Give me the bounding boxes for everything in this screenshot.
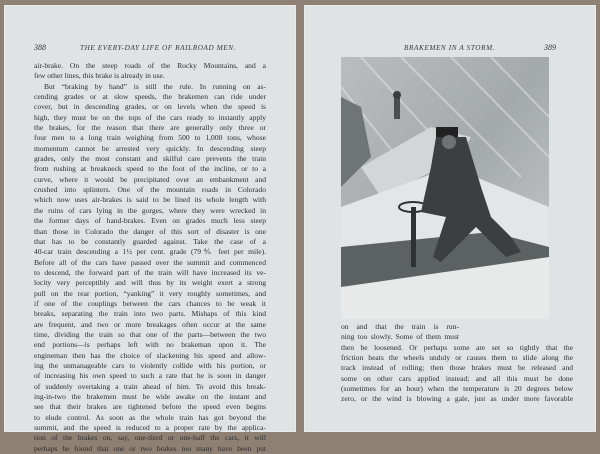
text-line: the ruins of cars lying in the gorges, where they were wrecked in	[34, 205, 266, 215]
text-line: ing the unmanageable cars to violently collide with his portion, or	[34, 360, 266, 370]
text-line: grades, only the most constant and skilful care prevents the train	[34, 154, 266, 164]
text-line: ning too slowly. Some of them must	[341, 332, 459, 342]
text-line: four men to a long train weighing from 500 to 1,000 tons, whose	[34, 133, 266, 143]
running-head: THE EVERY-DAY LIFE OF RAILROAD MEN.	[80, 44, 237, 52]
body-text	[341, 343, 573, 405]
text-line: (sometimes for an hour) when the temperature is 20 degrees below	[341, 384, 573, 394]
text-line: air-brake. On the steep roads of the Rocky Mountains, and a	[34, 61, 266, 70]
left-page	[4, 5, 296, 453]
text-line: high, they must be on the tops of the cars ready to instantly apply	[34, 112, 266, 122]
text-line: then be loosened. Or perhaps some are set so tightly that the	[341, 342, 573, 352]
text-line: few other lines, this brake is already in use.	[34, 71, 165, 81]
text-line: cover, but in descending grades, or on levels when the speed is	[34, 102, 266, 112]
text-line: to elude control. As soon as the whole train has got beyond the	[34, 412, 266, 422]
engraving-image	[341, 57, 549, 319]
text-line: zero, or the wind is blowing a gale, just as under more favorable	[341, 394, 573, 404]
text-line: which now uses air-brakes is said to be lined its whole length with	[34, 195, 266, 205]
running-head: BRAKEMEN IN A STORM.	[404, 44, 496, 52]
text-line: locity very perceptibly and will thus by its weight exert a strong	[34, 278, 266, 288]
body-text-narrow	[341, 322, 459, 343]
text-line: see that their brakes are tightened before the speed even begins	[34, 402, 266, 412]
text-line: if one of the couplings between the cars chances to be weak it	[34, 298, 266, 308]
right-page	[304, 5, 596, 432]
text-line: cending grades or at slow speeds, the brakemen can ride under	[34, 92, 266, 102]
text-line: to descend, the forward part of the train will have increased its ve-	[34, 267, 266, 277]
text-line: engineman then has the choice of slackening his speed and allow-	[34, 350, 266, 360]
text-line: than those in Colorado the danger of this sort of disaster is one	[34, 226, 266, 236]
text-line: the former days of hand-brakes. Even on grades much less steep	[34, 216, 266, 226]
text-line: 40-car train descending a 1½ per cent. grade (79⅘ feet per mile).	[34, 247, 266, 257]
text-line: end portions—is perhaps left with no brakeman upon it. The	[34, 340, 266, 350]
text-line: on and that the train is run-	[341, 322, 459, 331]
text-line: friction heats the wheels unduly or causes them to slide along the	[341, 353, 573, 363]
text-line: the brakes, for the reason that there are generally only three or	[34, 123, 266, 133]
text-line: from rushing at breakneck speed to the foot of the incline, or to a	[34, 164, 266, 174]
text-line: ing-in-two the brakemen must be wide awake on the instant and	[34, 392, 266, 401]
text-line: of increasing his own speed to such a rate that he is soon in danger	[34, 371, 266, 381]
text-line: Before all of the cars have passed over the summit and commenced	[34, 257, 266, 267]
text-line: curve, where it would be precipitated over an embankment and	[34, 174, 266, 184]
text-line: are frequent, and two or more breakages often occur at the same	[34, 319, 266, 329]
page-number: 389	[544, 43, 556, 52]
text-line: momentum cannot be arrested very quickly. In descending steep	[34, 143, 266, 153]
text-line: of suddenly overtaking a train ahead of him. To avoid this break-	[34, 381, 266, 391]
text-line: tion of the brakes on, say, one-third or one-half the cars, it will	[34, 433, 266, 443]
text-line: summit, and the speed is reduced to a proper rate by the applica-	[34, 423, 266, 433]
text-line: pull on the rear portion, “yanking” it very roughly sometimes, and	[34, 288, 266, 298]
text-line: that has to be constantly guarded against. Take the case of a	[34, 236, 266, 246]
body-text	[34, 61, 266, 454]
text-line: breaks, separating the train into two parts. Mishaps of this kind	[34, 309, 266, 319]
text-line: crushed into splinters. One of the mountain roads in Colorado	[34, 185, 266, 195]
text-line: some on other cars applied instead; and all this must be done	[341, 373, 573, 383]
illustration-brakeman-in-storm	[341, 57, 549, 319]
page-number: 388	[34, 43, 46, 52]
text-line: perhaps be found that one or two brakes too many have been put	[34, 443, 266, 453]
text-line: time, dividing the train so that one of the parts—between the two	[34, 329, 266, 339]
text-line: But “braking by hand” is still the rule. In running on as-	[44, 81, 266, 91]
text-line: track instead of rolling; then those brakes must be released and	[341, 363, 573, 373]
